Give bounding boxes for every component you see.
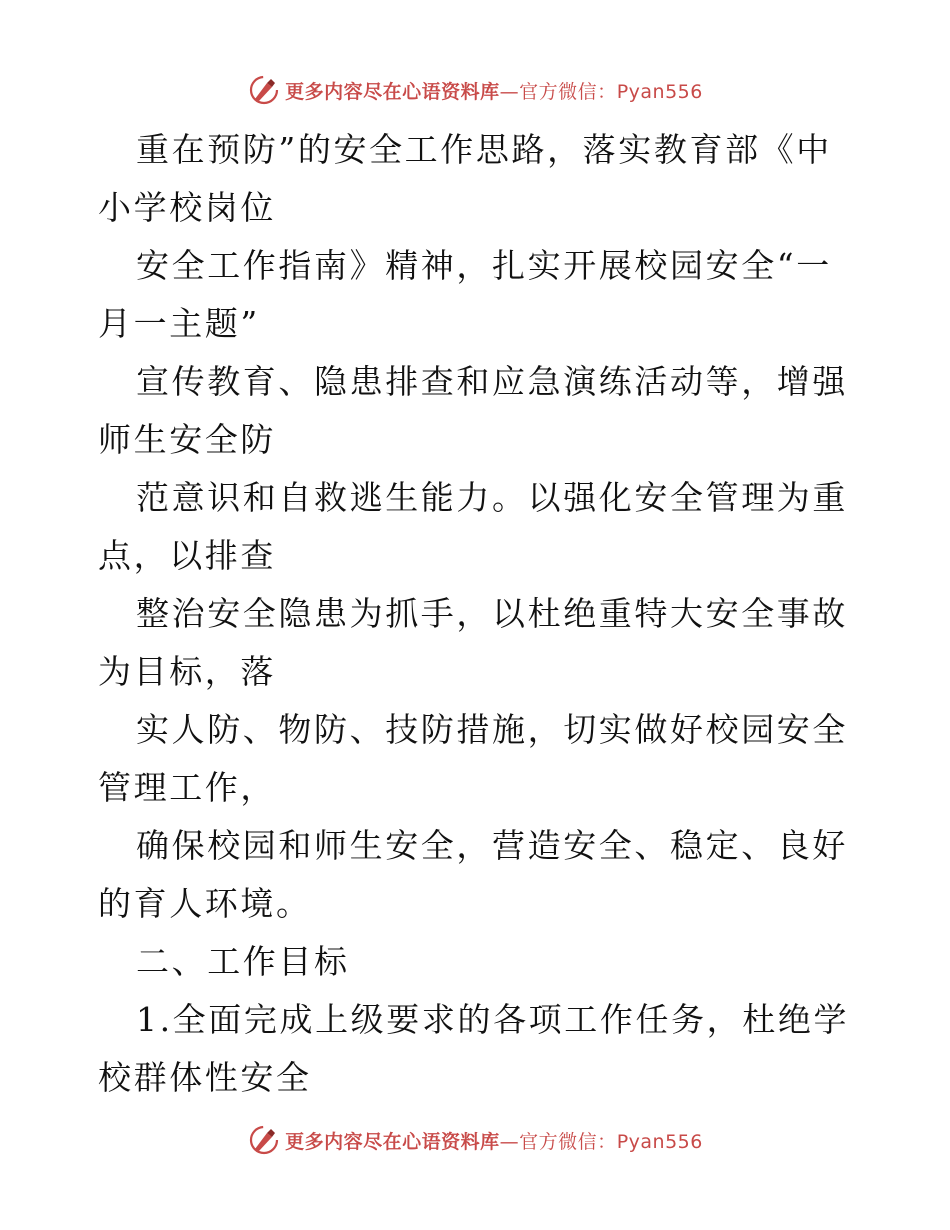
document-body	[98, 121, 858, 1107]
watermark-wechat-id: Pyan556	[616, 80, 703, 103]
watermark-wechat-label: 官方微信：	[519, 80, 617, 103]
paragraph: 1.全面完成上级要求的各项工作任务，杜绝学校群体性安全	[98, 1000, 850, 1097]
paragraph: 宣传教育、隐患排查和应急演练活动等，增强师生安全防	[98, 362, 848, 459]
paragraph: 确保校园和师生安全，营造安全、稳定、良好的育人环境。	[98, 826, 848, 923]
watermark-brand: 更多内容尽在心语资料库	[285, 1130, 500, 1153]
section-heading: 二、工作目标	[136, 942, 350, 981]
paragraph: 实人防、物防、技防措施，切实做好校园安全管理工作，	[98, 710, 848, 807]
watermark-text	[285, 77, 703, 104]
paragraph: 重在预防”的安全工作思路，落实教育部《中小学校岗位	[98, 130, 832, 227]
watermark-dash: —	[499, 80, 520, 103]
header-watermark	[0, 70, 950, 110]
paragraph: 安全工作指南》精神，扎实开展校园安全“一月一主题”	[98, 246, 832, 343]
paragraph: 范意识和自救逃生能力。以强化安全管理为重点，以排查	[98, 478, 848, 575]
watermark-text	[285, 1127, 703, 1154]
paragraph: 整治安全隐患为抓手，以杜绝重特大安全事故为目标，落	[98, 594, 848, 691]
watermark-wechat-label: 官方微信：	[519, 1130, 617, 1153]
watermark-dash: —	[499, 1130, 520, 1153]
watermark-wechat-id: Pyan556	[616, 1130, 703, 1153]
footer-watermark	[0, 1120, 950, 1160]
watermark-brand: 更多内容尽在心语资料库	[285, 80, 500, 103]
pen-nib-swirl-icon	[247, 1123, 281, 1157]
pen-nib-swirl-icon	[247, 73, 281, 107]
